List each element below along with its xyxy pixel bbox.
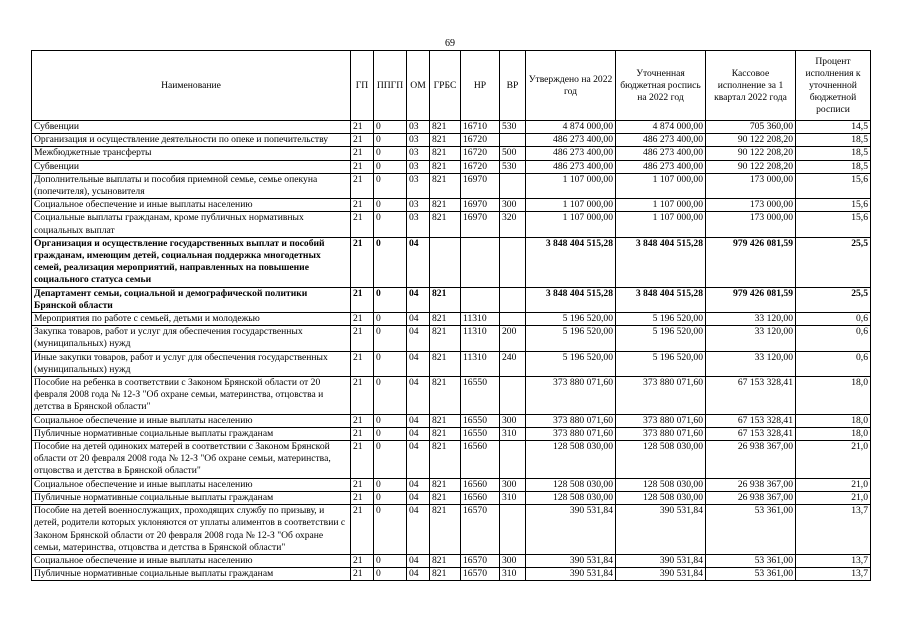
cell-name: Социальные выплаты гражданам, кроме публичных нормативных социальных выплат xyxy=(32,212,351,237)
cell-approved: 390 531,84 xyxy=(526,568,616,581)
budget-execution-table xyxy=(31,50,871,581)
cell-nr: 16570 xyxy=(461,505,500,555)
cell-nr: 16550 xyxy=(461,414,500,427)
cell-nr: 16570 xyxy=(461,554,500,567)
cell-name: Дополнительные выплаты и пособия приемной семье, семье опекуна (попечителя), усыновителя xyxy=(32,173,351,198)
cell-om: 03 xyxy=(407,212,430,237)
header-gp: ГП xyxy=(351,51,374,121)
cell-nr: 16560 xyxy=(461,441,500,479)
cell-vr xyxy=(500,134,526,147)
cell-approved: 373 880 071,60 xyxy=(526,427,616,440)
cell-nr: 16970 xyxy=(461,173,500,198)
cell-ppgp: 0 xyxy=(374,568,407,581)
cell-gp: 21 xyxy=(351,554,374,567)
cell-ppgp: 0 xyxy=(374,147,407,160)
header-refined: Уточненная бюджетная роспись на 2022 год xyxy=(616,51,706,121)
cell-ppgp: 0 xyxy=(374,414,407,427)
cell-cash: 979 426 081,59 xyxy=(706,287,796,312)
cell-om: 04 xyxy=(407,237,430,287)
cell-gp: 21 xyxy=(351,326,374,351)
cell-grbs: 821 xyxy=(430,505,461,555)
cell-percent: 21,0 xyxy=(796,441,871,479)
cell-refined: 5 196 520,00 xyxy=(616,326,706,351)
cell-gp: 21 xyxy=(351,414,374,427)
cell-ppgp: 0 xyxy=(374,287,407,312)
cell-refined: 128 508 030,00 xyxy=(616,478,706,491)
table-row xyxy=(32,287,871,312)
cell-ppgp: 0 xyxy=(374,134,407,147)
cell-gp: 21 xyxy=(351,147,374,160)
cell-grbs: 821 xyxy=(430,134,461,147)
cell-grbs: 821 xyxy=(430,173,461,198)
cell-refined: 390 531,84 xyxy=(616,505,706,555)
cell-percent: 21,0 xyxy=(796,491,871,504)
cell-approved: 3 848 404 515,28 xyxy=(526,287,616,312)
cell-approved: 486 273 400,00 xyxy=(526,160,616,173)
cell-om: 04 xyxy=(407,326,430,351)
header-ppgp: ППГП xyxy=(374,51,407,121)
cell-cash: 90 122 208,20 xyxy=(706,134,796,147)
cell-gp: 21 xyxy=(351,427,374,440)
cell-vr: 300 xyxy=(500,199,526,212)
cell-om: 03 xyxy=(407,160,430,173)
table-row xyxy=(32,505,871,555)
cell-om: 04 xyxy=(407,414,430,427)
header-row xyxy=(32,51,871,121)
cell-vr: 320 xyxy=(500,212,526,237)
table-row xyxy=(32,173,871,198)
cell-refined: 5 196 520,00 xyxy=(616,351,706,376)
cell-percent: 0,6 xyxy=(796,313,871,326)
cell-ppgp: 0 xyxy=(374,478,407,491)
cell-grbs: 821 xyxy=(430,160,461,173)
cell-refined: 3 848 404 515,28 xyxy=(616,287,706,312)
cell-grbs: 821 xyxy=(430,414,461,427)
cell-percent: 18,5 xyxy=(796,147,871,160)
cell-nr: 16970 xyxy=(461,199,500,212)
cell-cash: 90 122 208,20 xyxy=(706,160,796,173)
cell-vr: 310 xyxy=(500,491,526,504)
cell-name: Организация и осуществление деятельности по опеке и попечительству xyxy=(32,134,351,147)
cell-approved: 390 531,84 xyxy=(526,505,616,555)
cell-ppgp: 0 xyxy=(374,199,407,212)
cell-percent: 13,7 xyxy=(796,568,871,581)
cell-approved: 5 196 520,00 xyxy=(526,313,616,326)
cell-ppgp: 0 xyxy=(374,491,407,504)
cell-refined: 390 531,84 xyxy=(616,554,706,567)
header-cash: Кассовое исполнение за 1 квартал 2022 года xyxy=(706,51,796,121)
cell-refined: 1 107 000,00 xyxy=(616,212,706,237)
cell-name: Мероприятия по работе с семьей, детьми и молодежью xyxy=(32,313,351,326)
cell-ppgp: 0 xyxy=(374,351,407,376)
cell-cash: 53 361,00 xyxy=(706,554,796,567)
cell-name: Субвенции xyxy=(32,160,351,173)
cell-om: 04 xyxy=(407,313,430,326)
cell-gp: 21 xyxy=(351,351,374,376)
cell-refined: 3 848 404 515,28 xyxy=(616,237,706,287)
cell-vr: 240 xyxy=(500,351,526,376)
cell-name: Публичные нормативные социальные выплаты гражданам xyxy=(32,568,351,581)
cell-nr: 11310 xyxy=(461,326,500,351)
cell-nr: 16710 xyxy=(461,121,500,134)
cell-cash: 26 938 367,00 xyxy=(706,478,796,491)
cell-gp: 21 xyxy=(351,237,374,287)
table-row xyxy=(32,377,871,415)
cell-percent: 0,6 xyxy=(796,351,871,376)
cell-gp: 21 xyxy=(351,134,374,147)
cell-refined: 486 273 400,00 xyxy=(616,134,706,147)
cell-vr: 300 xyxy=(500,554,526,567)
cell-gp: 21 xyxy=(351,478,374,491)
cell-approved: 390 531,84 xyxy=(526,554,616,567)
cell-percent: 13,7 xyxy=(796,505,871,555)
cell-refined: 5 196 520,00 xyxy=(616,313,706,326)
cell-refined: 4 874 000,00 xyxy=(616,121,706,134)
cell-cash: 979 426 081,59 xyxy=(706,237,796,287)
cell-percent: 0,6 xyxy=(796,326,871,351)
cell-vr: 310 xyxy=(500,568,526,581)
cell-approved: 373 880 071,60 xyxy=(526,377,616,415)
cell-om: 04 xyxy=(407,491,430,504)
cell-approved: 1 107 000,00 xyxy=(526,199,616,212)
cell-grbs: 821 xyxy=(430,287,461,312)
table-row xyxy=(32,554,871,567)
cell-cash: 173 000,00 xyxy=(706,212,796,237)
header-grbs: ГРБС xyxy=(430,51,461,121)
cell-gp: 21 xyxy=(351,377,374,415)
cell-grbs: 821 xyxy=(430,313,461,326)
cell-name: Социальное обеспечение и иные выплаты населению xyxy=(32,199,351,212)
table-row xyxy=(32,326,871,351)
cell-percent: 25,5 xyxy=(796,287,871,312)
cell-cash: 90 122 208,20 xyxy=(706,147,796,160)
table-row xyxy=(32,491,871,504)
cell-approved: 128 508 030,00 xyxy=(526,491,616,504)
cell-vr: 530 xyxy=(500,160,526,173)
cell-cash: 26 938 367,00 xyxy=(706,491,796,504)
cell-name: Закупка товаров, работ и услуг для обеспечения государственных (муниципальных) нужд xyxy=(32,326,351,351)
header-percent: Процент исполнения к уточненной бюджетной росписи xyxy=(796,51,871,121)
cell-om: 04 xyxy=(407,351,430,376)
cell-grbs: 821 xyxy=(430,326,461,351)
cell-om: 04 xyxy=(407,505,430,555)
cell-percent: 15,6 xyxy=(796,199,871,212)
cell-gp: 21 xyxy=(351,491,374,504)
cell-ppgp: 0 xyxy=(374,505,407,555)
cell-cash: 67 153 328,41 xyxy=(706,427,796,440)
cell-gp: 21 xyxy=(351,505,374,555)
cell-ppgp: 0 xyxy=(374,554,407,567)
cell-om: 03 xyxy=(407,134,430,147)
cell-nr: 16720 xyxy=(461,134,500,147)
cell-approved: 373 880 071,60 xyxy=(526,414,616,427)
cell-approved: 128 508 030,00 xyxy=(526,478,616,491)
cell-percent: 18,0 xyxy=(796,377,871,415)
cell-percent: 15,6 xyxy=(796,212,871,237)
cell-grbs: 821 xyxy=(430,212,461,237)
cell-ppgp: 0 xyxy=(374,377,407,415)
cell-approved: 5 196 520,00 xyxy=(526,351,616,376)
cell-approved: 1 107 000,00 xyxy=(526,212,616,237)
cell-name: Пособие на ребенка в соответствии с Законом Брянской области от 20 февраля 2008 года № 12-З "Об охране семьи, материнства, отцовства и детства в Брянской области" xyxy=(32,377,351,415)
cell-cash: 33 120,00 xyxy=(706,326,796,351)
cell-nr xyxy=(461,237,500,287)
cell-nr: 16550 xyxy=(461,377,500,415)
cell-nr: 16560 xyxy=(461,478,500,491)
cell-name: Иные закупки товаров, работ и услуг для обеспечения государственных (муниципальных) нужд xyxy=(32,351,351,376)
cell-ppgp: 0 xyxy=(374,121,407,134)
table-row xyxy=(32,134,871,147)
cell-om: 03 xyxy=(407,173,430,198)
table-row xyxy=(32,212,871,237)
cell-refined: 128 508 030,00 xyxy=(616,491,706,504)
cell-grbs: 821 xyxy=(430,147,461,160)
cell-vr xyxy=(500,313,526,326)
cell-om: 04 xyxy=(407,287,430,312)
cell-percent: 21,0 xyxy=(796,478,871,491)
cell-vr: 500 xyxy=(500,147,526,160)
cell-grbs: 821 xyxy=(430,377,461,415)
page-number: 69 xyxy=(445,38,455,49)
cell-nr: 11310 xyxy=(461,351,500,376)
cell-gp: 21 xyxy=(351,160,374,173)
table-row xyxy=(32,414,871,427)
cell-name: Социальное обеспечение и иные выплаты населению xyxy=(32,554,351,567)
cell-percent: 14,5 xyxy=(796,121,871,134)
cell-vr xyxy=(500,505,526,555)
cell-approved: 486 273 400,00 xyxy=(526,134,616,147)
cell-nr: 16970 xyxy=(461,212,500,237)
cell-ppgp: 0 xyxy=(374,173,407,198)
cell-approved: 3 848 404 515,28 xyxy=(526,237,616,287)
cell-cash: 67 153 328,41 xyxy=(706,377,796,415)
cell-grbs: 821 xyxy=(430,121,461,134)
cell-vr xyxy=(500,173,526,198)
cell-approved: 5 196 520,00 xyxy=(526,326,616,351)
cell-grbs: 821 xyxy=(430,351,461,376)
cell-om: 04 xyxy=(407,377,430,415)
cell-refined: 373 880 071,60 xyxy=(616,427,706,440)
cell-om: 04 xyxy=(407,568,430,581)
cell-om: 04 xyxy=(407,441,430,479)
table-row xyxy=(32,313,871,326)
cell-refined: 373 880 071,60 xyxy=(616,377,706,415)
header-vr: ВР xyxy=(500,51,526,121)
cell-nr: 16570 xyxy=(461,568,500,581)
cell-cash: 33 120,00 xyxy=(706,313,796,326)
cell-nr xyxy=(461,287,500,312)
cell-om: 04 xyxy=(407,427,430,440)
cell-percent: 18,5 xyxy=(796,134,871,147)
table-row xyxy=(32,160,871,173)
cell-refined: 1 107 000,00 xyxy=(616,199,706,212)
cell-nr: 11310 xyxy=(461,313,500,326)
cell-vr xyxy=(500,441,526,479)
cell-name: Социальное обеспечение и иные выплаты населению xyxy=(32,414,351,427)
cell-gp: 21 xyxy=(351,441,374,479)
cell-vr: 300 xyxy=(500,478,526,491)
cell-gp: 21 xyxy=(351,568,374,581)
cell-grbs: 821 xyxy=(430,491,461,504)
cell-grbs: 821 xyxy=(430,478,461,491)
cell-grbs: 821 xyxy=(430,441,461,479)
cell-name: Публичные нормативные социальные выплаты гражданам xyxy=(32,427,351,440)
cell-approved: 486 273 400,00 xyxy=(526,147,616,160)
cell-gp: 21 xyxy=(351,212,374,237)
cell-gp: 21 xyxy=(351,287,374,312)
cell-name: Социальное обеспечение и иные выплаты населению xyxy=(32,478,351,491)
cell-cash: 26 938 367,00 xyxy=(706,441,796,479)
cell-grbs xyxy=(430,237,461,287)
cell-approved: 1 107 000,00 xyxy=(526,173,616,198)
cell-om: 03 xyxy=(407,199,430,212)
cell-percent: 13,7 xyxy=(796,554,871,567)
cell-refined: 486 273 400,00 xyxy=(616,160,706,173)
cell-ppgp: 0 xyxy=(374,313,407,326)
cell-refined: 128 508 030,00 xyxy=(616,441,706,479)
cell-om: 03 xyxy=(407,121,430,134)
cell-ppgp: 0 xyxy=(374,326,407,351)
cell-cash: 33 120,00 xyxy=(706,351,796,376)
table-row xyxy=(32,568,871,581)
table-row xyxy=(32,237,871,287)
cell-name: Субвенции xyxy=(32,121,351,134)
cell-om: 04 xyxy=(407,554,430,567)
cell-vr: 530 xyxy=(500,121,526,134)
cell-percent: 18,5 xyxy=(796,160,871,173)
table-row xyxy=(32,147,871,160)
cell-nr: 16560 xyxy=(461,491,500,504)
header-om: ОМ xyxy=(407,51,430,121)
cell-refined: 390 531,84 xyxy=(616,568,706,581)
cell-ppgp: 0 xyxy=(374,160,407,173)
cell-cash: 705 360,00 xyxy=(706,121,796,134)
cell-name: Пособие на детей одиноких матерей в соответствии с Законом Брянской области от 20 февраля 2008 года № 12-З "Об охране семьи, материнства, отцовства и детства в Брянской области" xyxy=(32,441,351,479)
header-name: Наименование xyxy=(32,51,351,121)
cell-ppgp: 0 xyxy=(374,237,407,287)
cell-gp: 21 xyxy=(351,199,374,212)
cell-grbs: 821 xyxy=(430,427,461,440)
cell-refined: 486 273 400,00 xyxy=(616,147,706,160)
cell-approved: 4 874 000,00 xyxy=(526,121,616,134)
cell-grbs: 821 xyxy=(430,568,461,581)
cell-name: Пособие на детей военнослужащих, проходящих службу по призыву, и детей, родители которых уклоняются от уплаты алиментов в соответствии с Законом Брянской области от 20 февраля 2008 года № 12-З "Об охране семьи, материнства, отцовства и детства в Брянской области" xyxy=(32,505,351,555)
table-row xyxy=(32,427,871,440)
cell-name: Межбюджетные трансферты xyxy=(32,147,351,160)
header-approved: Утверждено на 2022 год xyxy=(526,51,616,121)
cell-vr: 200 xyxy=(500,326,526,351)
cell-om: 04 xyxy=(407,478,430,491)
cell-ppgp: 0 xyxy=(374,441,407,479)
cell-cash: 173 000,00 xyxy=(706,173,796,198)
cell-cash: 53 361,00 xyxy=(706,568,796,581)
cell-vr xyxy=(500,237,526,287)
cell-gp: 21 xyxy=(351,173,374,198)
cell-refined: 373 880 071,60 xyxy=(616,414,706,427)
cell-percent: 18,0 xyxy=(796,414,871,427)
table-row xyxy=(32,478,871,491)
cell-cash: 67 153 328,41 xyxy=(706,414,796,427)
cell-name: Организация и осуществление государственных выплат и пособий гражданам, имеющим детей, социальная поддержка многодетных семей, реализация мероприятий, направленных на повышение социального статуса семьи xyxy=(32,237,351,287)
cell-name: Публичные нормативные социальные выплаты гражданам xyxy=(32,491,351,504)
cell-nr: 16720 xyxy=(461,147,500,160)
cell-name: Департамент семьи, социальной и демографической политики Брянской области xyxy=(32,287,351,312)
cell-om: 03 xyxy=(407,147,430,160)
cell-ppgp: 0 xyxy=(374,212,407,237)
cell-nr: 16550 xyxy=(461,427,500,440)
cell-refined: 1 107 000,00 xyxy=(616,173,706,198)
header-nr: НР xyxy=(461,51,500,121)
table-row xyxy=(32,441,871,479)
cell-vr xyxy=(500,377,526,415)
cell-cash: 53 361,00 xyxy=(706,505,796,555)
table-row xyxy=(32,351,871,376)
cell-gp: 21 xyxy=(351,121,374,134)
table-row xyxy=(32,121,871,134)
table-row xyxy=(32,199,871,212)
table-body xyxy=(32,121,871,581)
cell-grbs: 821 xyxy=(430,199,461,212)
cell-grbs: 821 xyxy=(430,554,461,567)
cell-vr: 300 xyxy=(500,414,526,427)
cell-nr: 16720 xyxy=(461,160,500,173)
cell-percent: 25,5 xyxy=(796,237,871,287)
cell-vr xyxy=(500,287,526,312)
cell-vr: 310 xyxy=(500,427,526,440)
cell-approved: 128 508 030,00 xyxy=(526,441,616,479)
cell-cash: 173 000,00 xyxy=(706,199,796,212)
cell-ppgp: 0 xyxy=(374,427,407,440)
cell-gp: 21 xyxy=(351,313,374,326)
cell-percent: 15,6 xyxy=(796,173,871,198)
cell-percent: 18,0 xyxy=(796,427,871,440)
